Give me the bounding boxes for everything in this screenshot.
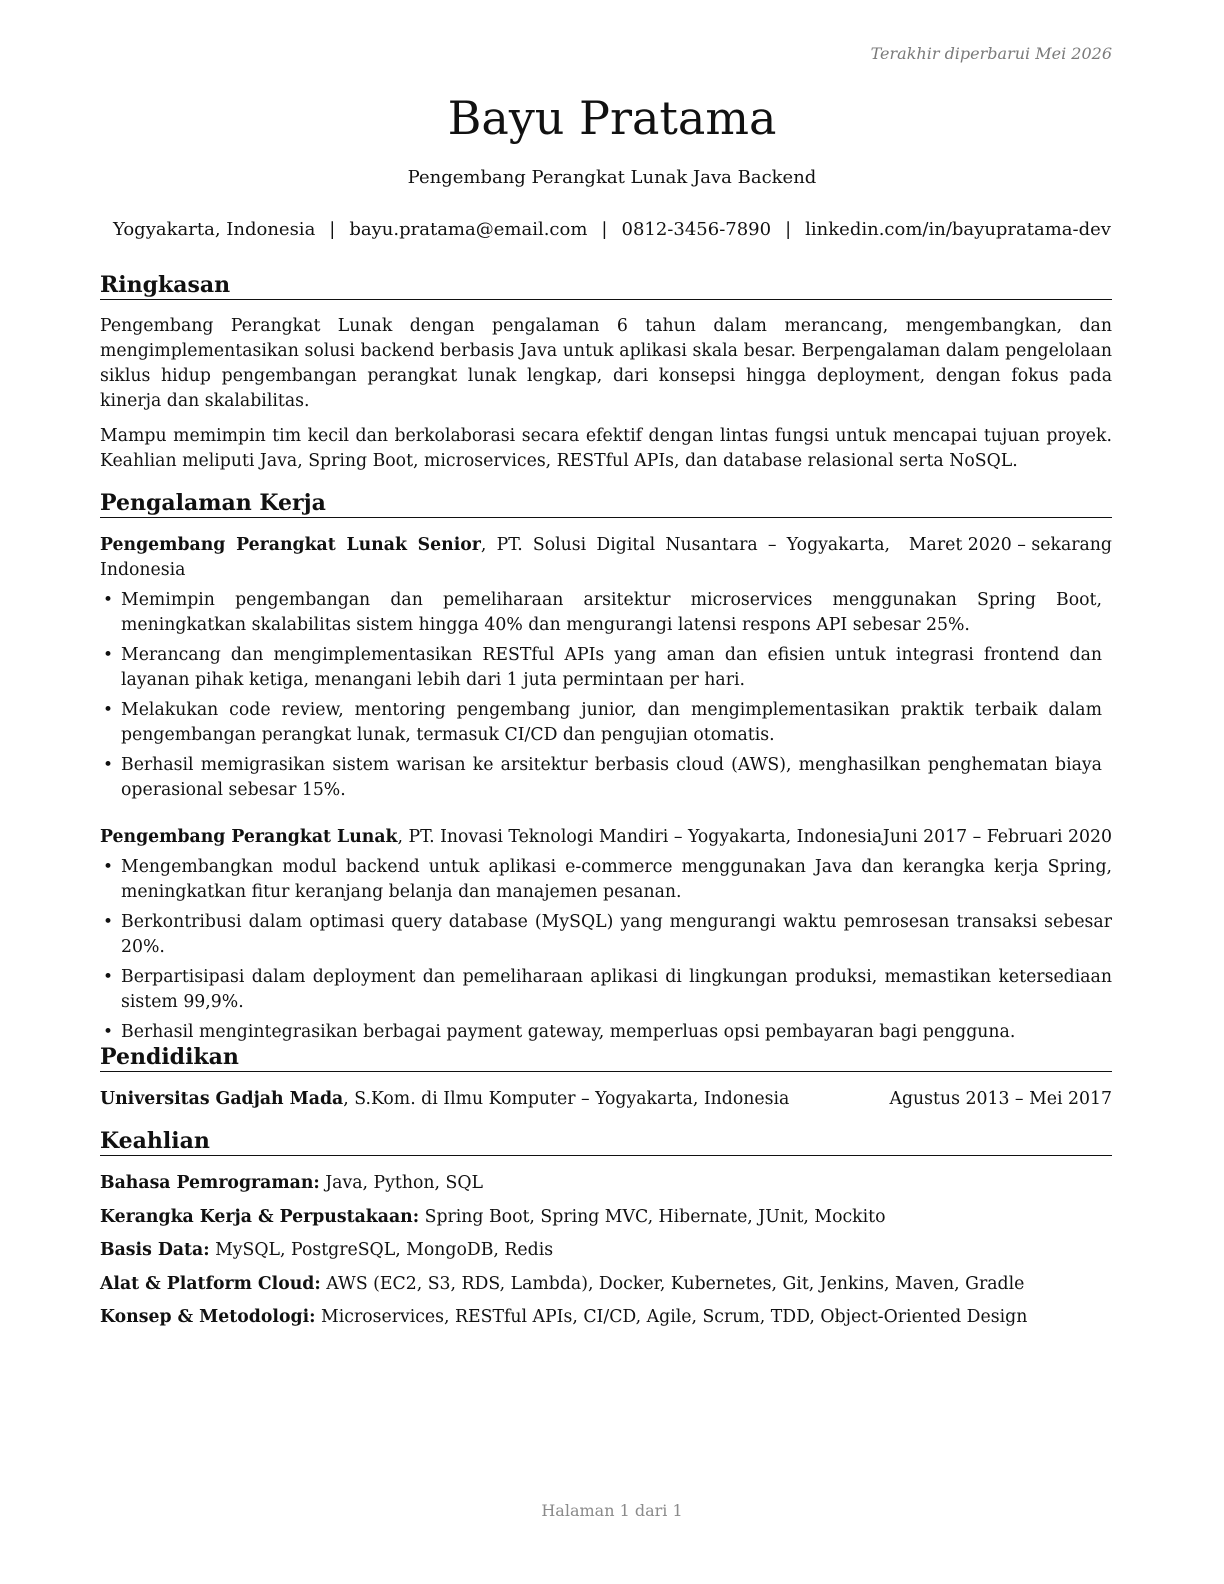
contact-email[interactable]: bayu.pratama@email.com	[349, 219, 588, 240]
last-updated: Terakhir diperbarui Mei 2026	[870, 44, 1112, 63]
section-title-education: Pendidikan	[100, 1043, 1112, 1072]
skill-line	[100, 1272, 1112, 1297]
skill-label: Bahasa Pemrograman:	[100, 1173, 320, 1193]
summary-paragraph-2: Mampu memimpin tim kecil dan berkolaborasi secara efektif dengan lintas fungsi untuk mencapai tujuan proyek. Keahlian meliputi Java, Spring Boot, microservices, RESTful APIs, dan database relasional serta NoSQL.	[100, 426, 1112, 471]
contact-separator: |	[329, 219, 336, 240]
contact-separator: |	[785, 219, 792, 240]
job-1-bullets	[100, 588, 1102, 808]
list-item: • Memimpin pengembangan dan pemeliharaan arsitektur microservices menggunakan Spring Boot, meningkatkan skalabilitas sistem hingga 40% dan mengurangi latensi respons API sebesar 25%.	[100, 588, 1102, 638]
list-item: • Berpartisipasi dalam deployment dan pemeliharaan aplikasi di lingkungan produksi, memastikan ketersediaan sistem 99,9%.	[100, 965, 1112, 1015]
skill-line	[100, 1171, 1112, 1196]
section-title-experience: Pengalaman Kerja	[100, 489, 1112, 518]
skill-label: Alat & Platform Cloud:	[100, 1274, 321, 1294]
candidate-role: Pengembang Perangkat Lunak Java Backend	[407, 167, 817, 188]
list-item: • Mengembangkan modul backend untuk aplikasi e-commerce menggunakan Java dan kerangka kerja Spring, meningkatkan fitur keranjang belanja dan manajemen pesanan.	[100, 855, 1112, 905]
candidate-name: Bayu Pratama	[447, 91, 777, 145]
contact-phone: 0812-3456-7890	[621, 219, 772, 240]
skill-value: Java, Python, SQL	[319, 1173, 484, 1193]
list-item: • Berhasil memigrasikan sistem warisan ke arsitektur berbasis cloud (AWS), menghasilkan penghematan biaya operasional sebesar 15%.	[100, 753, 1102, 803]
skill-value: Microservices, RESTful APIs, CI/CD, Agile, Scrum, TDD, Object-Oriented Design	[315, 1307, 1028, 1327]
contact-location: Yogyakarta, Indonesia	[113, 219, 316, 240]
section-title-summary: Ringkasan	[100, 271, 1112, 300]
job-2-bullets	[100, 855, 1112, 1050]
job-dates: Maret 2020 – sekarang	[908, 535, 1112, 555]
job-position: Pengembang Perangkat Lunak Senior	[100, 535, 481, 555]
list-item: • Melakukan code review, mentoring pengembang junior, dan mengimplementasikan praktik terbaik dalam pengembangan perangkat lunak, termasuk CI/CD dan pengujian otomatis.	[100, 698, 1102, 748]
education-dates: Agustus 2013 – Mei 2017	[889, 1089, 1112, 1109]
skill-label: Basis Data:	[100, 1240, 210, 1260]
contact-linkedin[interactable]: linkedin.com/in/bayupratama-dev	[805, 219, 1111, 240]
page-number: Halaman 1 dari 1	[541, 1501, 683, 1520]
skill-line	[100, 1305, 1112, 1330]
skill-value: AWS (EC2, S3, RDS, Lambda), Docker, Kubernetes, Git, Jenkins, Maven, Gradle	[320, 1274, 1025, 1294]
job-header-2	[100, 825, 1112, 850]
skill-value: MySQL, PostgreSQL, MongoDB, Redis	[209, 1240, 554, 1260]
job-dates: Juni 2017 – Februari 2020	[882, 827, 1112, 847]
job-company: , PT. Inovasi Teknologi Mandiri – Yogyakarta, Indonesia	[397, 827, 883, 847]
job-position: Pengembang Perangkat Lunak	[100, 827, 398, 847]
list-item: • Merancang dan mengimplementasikan RESTful APIs yang aman dan efisien untuk integrasi frontend dan layanan pihak ketiga, menangani lebih dari 1 juta permintaan per hari.	[100, 643, 1102, 693]
list-item: • Berkontribusi dalam optimasi query database (MySQL) yang mengurangi waktu pemrosesan transaksi sebesar 20%.	[100, 910, 1112, 960]
contact-line	[0, 219, 1224, 240]
contact-separator: |	[601, 219, 608, 240]
skill-label: Konsep & Metodologi:	[100, 1307, 316, 1327]
skill-line	[100, 1238, 1112, 1263]
education-entry	[100, 1087, 1112, 1112]
skill-value: Spring Boot, Spring MVC, Hibernate, JUnit, Mockito	[419, 1207, 886, 1227]
education-detail: , S.Kom. di Ilmu Komputer – Yogyakarta, Indonesia	[343, 1089, 790, 1109]
job-header-1	[100, 533, 1112, 583]
skill-label: Kerangka Kerja & Perpustakaan:	[100, 1207, 420, 1227]
list-item: • Berhasil mengintegrasikan berbagai payment gateway, memperluas opsi pembayaran bagi pengguna.	[100, 1020, 1112, 1045]
skill-line	[100, 1205, 1112, 1230]
job-company: , PT. Solusi Digital Nusantara – Yogyakarta, Indonesia	[100, 535, 890, 580]
summary-paragraph-1: Pengembang Perangkat Lunak dengan pengalaman 6 tahun dalam merancang, mengembangkan, dan mengimplementasikan solusi backend berbasis Java untuk aplikasi skala besar. Berpengalaman dalam pengelolaan siklus hidup pengembangan perangkat lunak lengkap, dari konsepsi hingga deployment, dengan fokus pada kinerja dan skalabilitas.	[100, 316, 1112, 411]
section-title-skills: Keahlian	[100, 1127, 1112, 1156]
education-school: Universitas Gadjah Mada	[100, 1089, 344, 1109]
